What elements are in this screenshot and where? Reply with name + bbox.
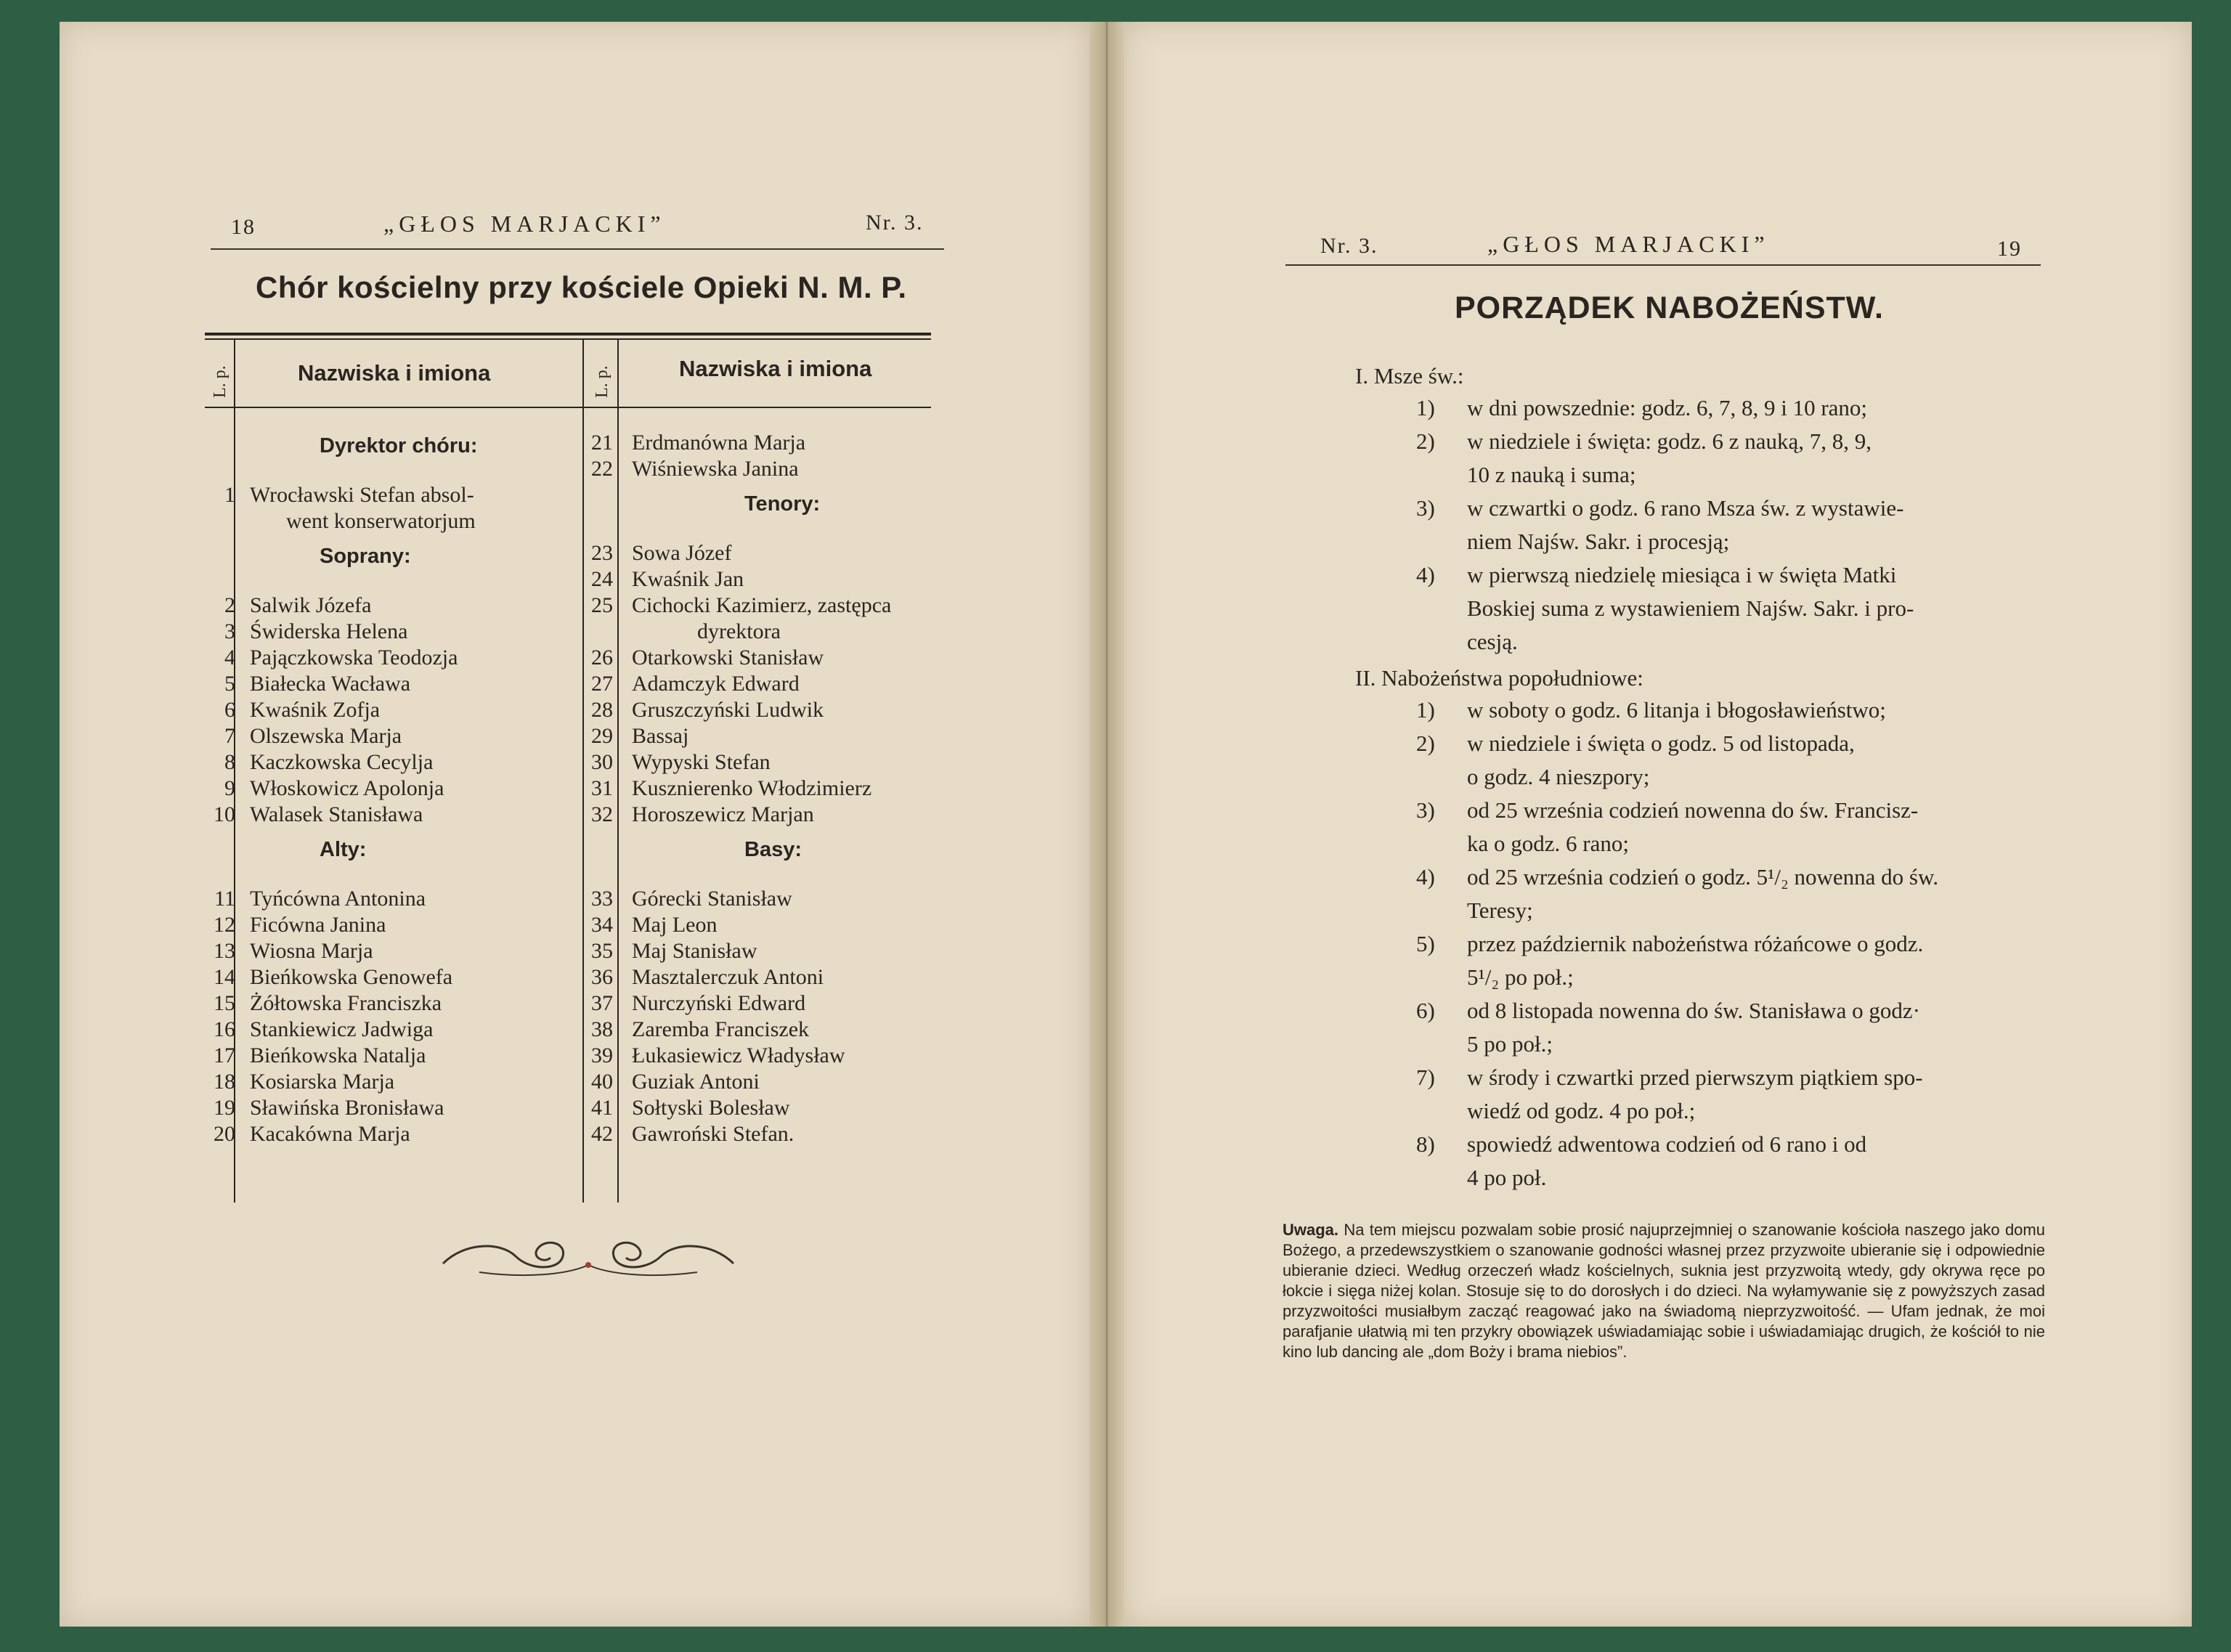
voice-section-heading: Basy: xyxy=(744,838,802,861)
service-item-text: w dni powszednie: godz. 6, 7, 8, 9 i 10 rano; xyxy=(1467,395,1868,420)
service-item-continuation: 5¹/₂ po poł.; xyxy=(1467,964,1574,990)
member-number: 27 xyxy=(591,672,613,696)
member-name: Maj Stanisław xyxy=(632,939,757,963)
member-name: Guziak Antoni xyxy=(632,1070,760,1094)
left-header-rule xyxy=(211,248,944,250)
member-name: Wiśniewska Janina xyxy=(632,457,799,481)
services-title: PORZĄDEK NABOŻEŃSTW. xyxy=(1455,290,1884,325)
member-number: 39 xyxy=(591,1043,613,1067)
service-item-number: 3) xyxy=(1416,495,1435,521)
member-number: 25 xyxy=(591,593,613,617)
member-name: Otarkowski Stanisław xyxy=(632,646,824,670)
member-name: Kusznierenko Włodzimierz xyxy=(632,776,872,800)
member-name: Bassaj xyxy=(632,724,689,748)
member-name: Wiosna Marja xyxy=(250,939,373,963)
member-number: 30 xyxy=(591,750,613,774)
member-name: Olszewska Marja xyxy=(250,724,402,748)
member-number: 31 xyxy=(591,776,613,800)
member-number: 28 xyxy=(591,698,613,722)
service-item-continuation: 10 z nauką i suma; xyxy=(1467,462,1636,487)
member-name: Horoszewicz Marjan xyxy=(632,802,814,826)
member-name: Włoskowicz Apolonja xyxy=(250,776,444,800)
note-label: Uwaga. xyxy=(1283,1221,1339,1239)
member-number: 36 xyxy=(591,965,613,989)
member-number: 12 xyxy=(214,913,235,937)
member-name: Bieńkowska Natalja xyxy=(250,1043,426,1067)
member-number: 10 xyxy=(214,802,235,826)
service-item-continuation: 4 po poł. xyxy=(1467,1165,1547,1190)
right-journal-title: „GŁOS MARJACKI” xyxy=(1487,231,1770,257)
member-name: Kwaśnik Jan xyxy=(632,567,744,591)
service-item-number: 3) xyxy=(1416,797,1435,823)
member-name: Stankiewicz Jadwiga xyxy=(250,1017,434,1041)
member-number: 16 xyxy=(214,1017,235,1041)
member-name: Nurczyński Edward xyxy=(632,991,806,1015)
member-number: 2 xyxy=(224,593,235,617)
service-item-continuation: Boskiej suma z wystawieniem Najśw. Sakr. i pro- xyxy=(1467,595,1914,621)
member-number: 6 xyxy=(224,698,235,722)
member-name: Gruszczyński Ludwik xyxy=(632,698,824,722)
member-name: Sławińska Bronisława xyxy=(250,1096,444,1120)
book-spine xyxy=(1089,22,1124,1627)
voice-section-heading: Tenory: xyxy=(744,492,821,516)
member-number: 19 xyxy=(214,1096,235,1120)
service-item-number: 6) xyxy=(1416,998,1435,1023)
member-number: 8 xyxy=(224,750,235,774)
member-number: 35 xyxy=(591,939,613,963)
service-item-number: 8) xyxy=(1416,1131,1435,1157)
member-name: Zaremba Franciszek xyxy=(632,1017,810,1041)
service-item-continuation: o godz. 4 nieszpory; xyxy=(1467,764,1650,789)
member-name: Cichocki Kazimierz, zastępca xyxy=(632,593,892,617)
member-name: Kacakówna Marja xyxy=(250,1122,410,1146)
service-item-number: 1) xyxy=(1416,697,1435,723)
service-item-continuation: 5 po poł.; xyxy=(1467,1031,1553,1057)
member-name: Erdmanówna Marja xyxy=(632,431,806,455)
member-name: Ficówna Janina xyxy=(250,913,386,937)
member-number: 3 xyxy=(224,619,235,643)
member-name: Walasek Stanisława xyxy=(250,802,423,826)
member-name: Łukasiewicz Władysław xyxy=(632,1043,845,1067)
member-name: Sołtyski Bolesław xyxy=(632,1096,790,1120)
table-header-rule xyxy=(205,407,931,408)
member-name: Świderska Helena xyxy=(250,619,408,643)
service-item-text: od 8 listopada nowenna do św. Stanisława o godz· xyxy=(1467,998,1920,1023)
service-item-text: przez październik nabożeństwa różańcowe o godz. xyxy=(1467,931,1924,956)
member-number: 33 xyxy=(591,887,613,911)
service-section-heading: II. Nabożeństwa popołudniowe: xyxy=(1355,665,1643,691)
member-number: 24 xyxy=(591,567,613,591)
service-item-number: 5) xyxy=(1416,931,1435,956)
service-item-text: spowiedź adwentowa codzień od 6 rano i od xyxy=(1467,1131,1867,1157)
member-number: 13 xyxy=(214,939,235,963)
left-page-number: 18 xyxy=(231,215,256,239)
service-item-continuation: Teresy; xyxy=(1467,898,1533,923)
member-number: 38 xyxy=(591,1017,613,1041)
member-name-continuation: went konserwatorjum xyxy=(286,509,476,533)
left-issue: Nr. 3. xyxy=(866,211,924,235)
service-item-text: w pierwszą niedzielę miesiąca i w święta Matki xyxy=(1467,562,1897,587)
service-item-continuation: niem Najśw. Sakr. i procesją; xyxy=(1467,529,1730,554)
member-number: 26 xyxy=(591,646,613,670)
service-item-text: od 25 września codzień nowenna do św. Francisz- xyxy=(1467,797,1919,823)
member-number: 29 xyxy=(591,724,613,748)
member-number: 9 xyxy=(224,776,235,800)
voice-section-heading: Soprany: xyxy=(320,545,411,568)
service-item-text: w niedziele i święta: godz. 6 z nauką, 7, 8, 9, xyxy=(1467,428,1872,454)
member-name: Kaczkowska Cecylja xyxy=(250,750,434,774)
service-item-text: w soboty o godz. 6 litanja i błogosławieństwo; xyxy=(1467,697,1886,723)
voice-section-heading: Alty: xyxy=(320,838,367,861)
service-item-text: w czwartki o godz. 6 rano Msza św. z wystawie- xyxy=(1467,495,1904,521)
member-name: Górecki Stanisław xyxy=(632,887,792,911)
member-name: Kwaśnik Zofja xyxy=(250,698,381,722)
member-name: Pajączkowska Teodozja xyxy=(250,646,458,670)
service-item-continuation: cesją. xyxy=(1467,629,1518,654)
member-number: 41 xyxy=(591,1096,613,1120)
left-journal-title: „GŁOS MARJACKI” xyxy=(383,211,666,237)
service-item-number: 2) xyxy=(1416,731,1435,756)
service-item-text: od 25 września codzień o godz. 5¹/₂ nowenna do św. xyxy=(1467,864,1939,890)
member-name: Masztalerczuk Antoni xyxy=(632,965,824,989)
member-name: Żółtowska Franciszka xyxy=(250,991,442,1015)
member-number: 34 xyxy=(591,913,613,937)
member-name-continuation: dyrektora xyxy=(697,619,781,643)
service-item-text: w środy i czwartki przed pierwszym piątkiem spo- xyxy=(1467,1065,1923,1090)
member-name: Maj Leon xyxy=(632,913,718,937)
member-number: 14 xyxy=(214,965,235,989)
member-name: Salwik Józefa xyxy=(250,593,372,617)
member-number: 42 xyxy=(591,1122,613,1146)
ornament-flourish xyxy=(436,1227,741,1285)
right-issue: Nr. 3. xyxy=(1320,234,1378,258)
service-item-number: 1) xyxy=(1416,395,1435,420)
right-page-number: 19 xyxy=(1997,237,2022,261)
member-number: 7 xyxy=(224,724,235,748)
member-name: Sowa Józef xyxy=(632,541,732,565)
member-number: 20 xyxy=(214,1122,235,1146)
member-name: Gawroński Stefan. xyxy=(632,1122,795,1146)
names-header-left: Nazwiska i imiona xyxy=(298,360,491,386)
member-number: 17 xyxy=(214,1043,235,1067)
lp-header-left: L. p. xyxy=(211,365,229,398)
service-item-number: 7) xyxy=(1416,1065,1435,1090)
table-col-divider-right xyxy=(617,338,619,1203)
table-top-rule xyxy=(205,333,931,335)
member-number: 37 xyxy=(591,991,613,1015)
service-item-text: w niedziele i święta o godz. 5 od listopada, xyxy=(1467,731,1855,756)
choir-title: Chór kościelny przy kościele Opieki N. M. P. xyxy=(256,270,907,304)
member-number: 15 xyxy=(214,991,235,1015)
member-number: 1 xyxy=(224,483,235,507)
member-name: Białecka Wacława xyxy=(250,672,411,696)
member-name: Kosiarska Marja xyxy=(250,1070,395,1094)
member-name: Wypyski Stefan xyxy=(632,750,771,774)
member-name: Tyńcówna Antonina xyxy=(250,887,426,911)
member-name: Adamczyk Edward xyxy=(632,672,800,696)
member-number: 11 xyxy=(214,887,235,911)
service-item-number: 4) xyxy=(1416,864,1435,890)
service-item-continuation: wiedź od godz. 4 po poł.; xyxy=(1467,1098,1696,1123)
right-header-rule xyxy=(1285,264,2041,266)
lp-header-right: L. p. xyxy=(593,365,611,398)
member-number: 40 xyxy=(591,1070,613,1094)
member-number: 21 xyxy=(591,431,613,455)
note-text: Na tem miejscu pozwalam sobie prosić najuprzejmniej o szanowanie kościoła naszego jako domu Bożego, a przedewszystkiem o szanowanie godności własnej przez przyzwoite ubieranie się i odpowiednie ubieranie dzieci. Według orzeczeń władz kościelnych, suknia jest przyzwoitą wtedy, gdy okrywa ręce po łokcie i sięga niżej kolan. Stosuje się to do dorosłych i do dzieci. Na wyłamywanie się z powyższych zasad przyzwoitości musiałbym zacząć reagować jako na świadomą nieprzyzwoitość. — Ufam jednak, że moi parafjanie ułatwią mi ten przykry obowiązek uświadamiając sobie i uświadamiając drugich, że kościół to nie kino lub dancing ale „dom Boży i brama niebios”. xyxy=(1283,1221,2045,1361)
member-number: 4 xyxy=(224,646,235,670)
service-section-heading: I. Msze św.: xyxy=(1355,363,1464,388)
names-header-right: Nazwiska i imiona xyxy=(679,356,872,381)
member-number: 18 xyxy=(214,1070,235,1094)
member-name: Bieńkowska Genowefa xyxy=(250,965,453,989)
voice-section-heading: Dyrektor chóru: xyxy=(320,434,478,457)
table-top-rule-2 xyxy=(205,338,931,340)
note-paragraph xyxy=(1283,1220,2045,1362)
member-name: Wrocławski Stefan absol- xyxy=(250,483,474,507)
service-item-number: 4) xyxy=(1416,562,1435,587)
member-number: 22 xyxy=(591,457,613,481)
member-number: 32 xyxy=(591,802,613,826)
member-number: 5 xyxy=(224,672,235,696)
member-number: 23 xyxy=(591,541,613,565)
service-item-number: 2) xyxy=(1416,428,1435,454)
service-item-continuation: ka o godz. 6 rano; xyxy=(1467,831,1629,856)
